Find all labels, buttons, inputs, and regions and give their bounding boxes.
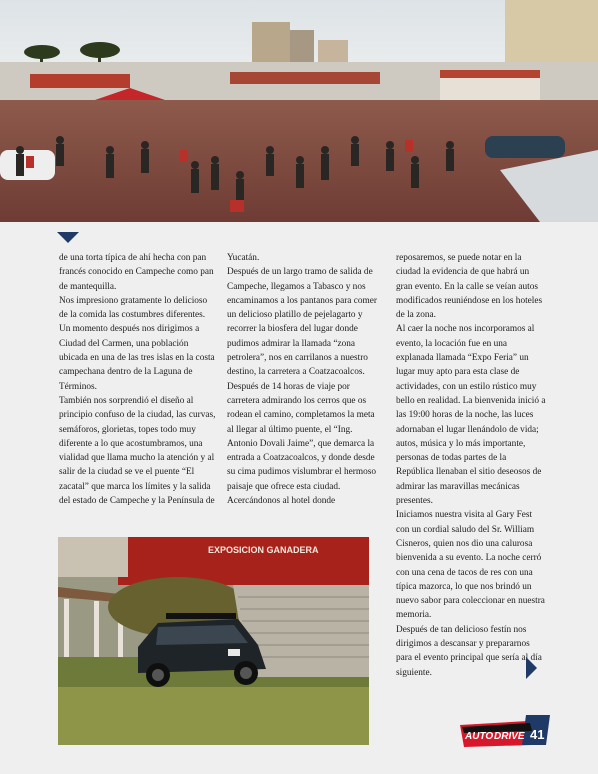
paragraph: Después de tan delicioso festín nos dirigimos a descansar y prepararnos para el evento principal que sería al día siguiente. xyxy=(396,624,542,678)
page-number: 41 xyxy=(530,727,545,742)
text-column-1 xyxy=(59,251,217,508)
paragraph: reposaremos, se puede notar en la ciudad la evidencia de que habrá un gran evento. En la calle se veían autos modificados reuniéndose en los hoteles de la zona. xyxy=(396,253,543,321)
paragraph: También nos sorprendió el diseño al principio confuso de la ciudad, las curvas, semáforos, glorietas, topes todo muy diferente a lo que acostumbramos, una vialidad que llama mucho la atención y al salir de la ciudad se ve el puente “El zacatal” que marca los límites y la salida del estado de Campeche y la Península de xyxy=(59,395,216,507)
paragraph: Nos impresiono gratamente lo delicioso de la comida las costumbres diferentes. Un momento después nos dirigimos a Ciudad del Carmen, una población ubicada en una de las tres islas en la costa campechana dentro de la Laguna de Términos. xyxy=(59,295,215,392)
paragraph: Después de un largo tramo de salida de Campeche, llegamos a Tabasco y nos encaminamos a los pantanos para comer un delicioso platillo de pejelagarto y recorrer la biosfera del lugar donde pudimos admirar la llamada “zona petrolera”, nos en carrilanos a nuestro destino, la carretera a Coatzacoalcos. xyxy=(227,267,377,378)
autodrive-logo xyxy=(460,715,564,749)
continue-arrow-icon xyxy=(526,657,537,679)
paragraph: Al caer la noche nos incorporamos al evento, la locación fue en una explanada llamada “Expo Feria” un lugar muy apto para esta clase de actividades, con un estilo rústico muy bello en realidad. La bienvenida inició a las 19:00 horas de la noche, las luces adornaban el lugar llenándolo de vida; autos, música y lo más importante, personas de todas partes de la República llenaban el sitio deseosos de admirar las maravillas mecánicas presentes. xyxy=(396,324,546,507)
crowd-photo-illustration xyxy=(0,0,598,222)
sign-text: EXPOSICION GANADERA xyxy=(208,545,319,555)
car-photo-illustration xyxy=(58,537,369,745)
hero-photo xyxy=(0,0,598,222)
paragraph: Yucatán. xyxy=(227,253,260,263)
section-marker-down-icon xyxy=(57,232,79,243)
paragraph: de una torta típica de ahí hecha con pan francés conocido en Campeche como pan de mantequilla. xyxy=(59,253,214,292)
logo-auto-text: AUTO xyxy=(465,731,494,742)
text-column-2 xyxy=(227,251,377,508)
car-photo xyxy=(58,537,369,745)
text-column-3 xyxy=(396,251,546,680)
paragraph: Después de 14 horas de viaje por carretera admirando los cerros que os rodean el camino, completamos la meta al llegar al último puente, el “Ing. Antonio Dovali Jaime”, que demarca la entrada a Coatzacoalcos, y donde desde su cima pudimos vislumbrar el hermoso paisaje que ofrece esta ciudad. Acercándonos al hotel donde xyxy=(227,381,376,507)
paragraph: Iniciamos nuestra visita al Gary Fest con un cordial saludo del Sr. William Cisneros, quien nos dio una calurosa bienvenida a su evento. La noche cerró con una cena de tacos de res con una típica mazorca, lo que nos brindó un nuevo sabor para coleccionar en nuestra memoria. xyxy=(396,510,545,621)
logo-drive-text: DRIVE xyxy=(494,731,525,742)
